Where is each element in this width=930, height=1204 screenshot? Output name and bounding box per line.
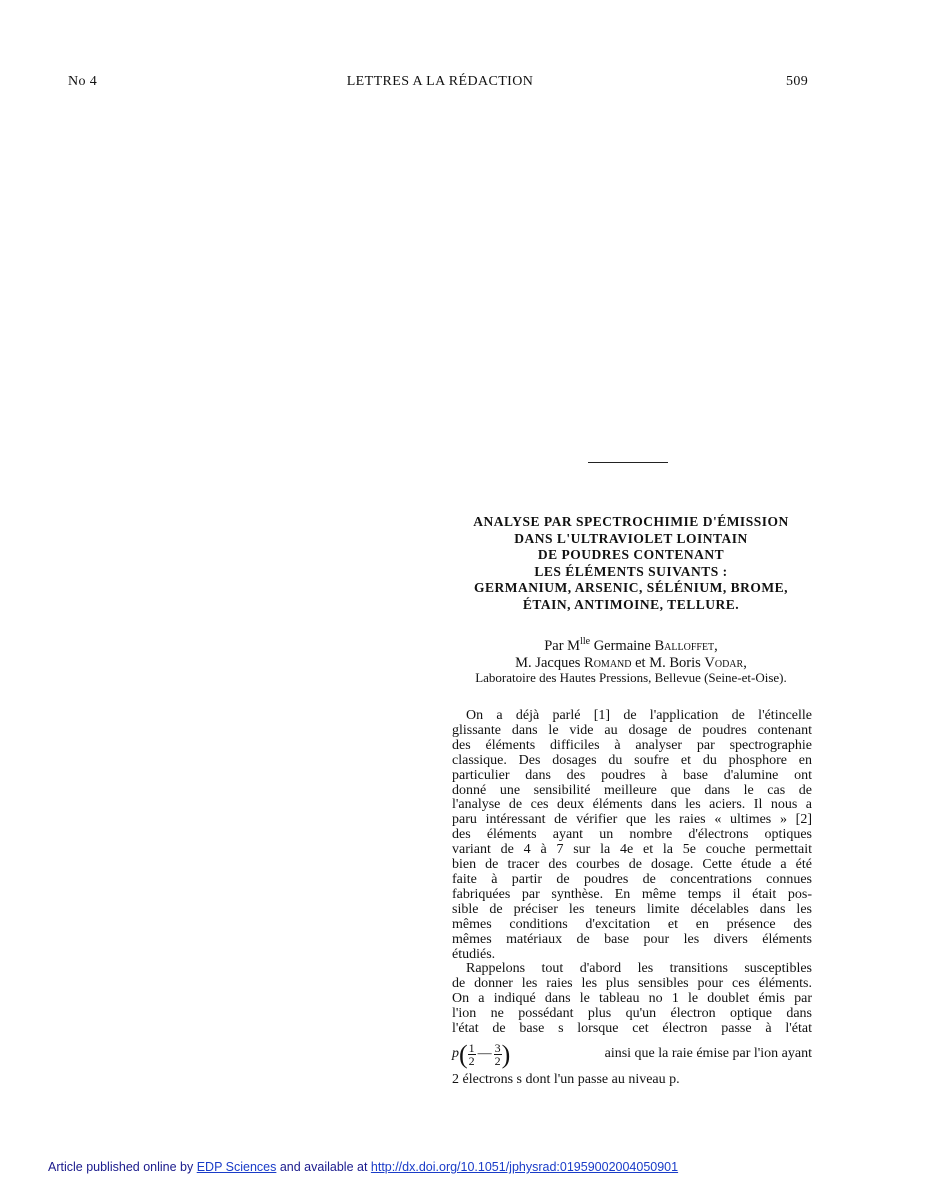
body-line: l'état de base s lorsque cet électron passe à l'état bbox=[452, 1021, 812, 1037]
title-line: GERMANIUM, ARSENIC, SÉLÉNIUM, BROME, bbox=[474, 580, 788, 595]
fraction-denominator: 2 bbox=[468, 1054, 475, 1069]
body-line: glissante dans le vide au dosage de poudres contenant bbox=[452, 722, 812, 738]
formula bbox=[452, 1039, 511, 1069]
footer-text: Article published online by bbox=[48, 1160, 197, 1174]
title-line: ÉTAIN, ANTIMOINE, TELLURE. bbox=[522, 596, 740, 612]
publication-footer bbox=[48, 1160, 678, 1174]
formula-dash: — bbox=[477, 1046, 492, 1062]
formula-line bbox=[452, 1037, 812, 1073]
body-line: de donner les raies les plus sensibles pour ces éléments. bbox=[452, 976, 812, 992]
body-line: étudiés. bbox=[452, 946, 496, 962]
body-line: paru intéressant de vérifier que les raies « ultimes » [2] bbox=[452, 812, 812, 828]
punctuation: , bbox=[743, 654, 747, 671]
issue-number: No 4 bbox=[68, 74, 98, 89]
body-line: On a indiqué dans le tableau no 1 le doublet émis par bbox=[452, 991, 812, 1007]
author-first-name: Germaine bbox=[590, 637, 655, 654]
page-number: 509 bbox=[786, 74, 809, 89]
article-body bbox=[452, 709, 812, 1088]
publisher-link[interactable]: EDP Sciences bbox=[196, 1160, 277, 1174]
author-list bbox=[452, 633, 810, 672]
body-line: bien de tracer des courbes de dosage. Cette étude a été bbox=[452, 857, 812, 873]
body-line: classique. Des dosages du soufre et du phosphore en bbox=[452, 752, 812, 768]
title-line: DANS L'ULTRAVIOLET LOINTAIN bbox=[514, 530, 748, 546]
title-line: DE POUDRES CONTENANT bbox=[537, 547, 725, 562]
formula-trailing-text: ainsi que la raie émise par l'ion ayant bbox=[604, 1046, 812, 1062]
body-line: particulier dans des poudres à base d'alumine ont bbox=[452, 767, 812, 783]
author-prefix: Par M bbox=[544, 637, 581, 654]
footer-text: and available at bbox=[276, 1160, 371, 1174]
body-line: On a déjà parlé [1] de l'application de l'étincelle bbox=[466, 708, 812, 723]
body-line: Rappelons tout d'abord les transitions susceptibles bbox=[466, 961, 812, 977]
author-first-name: et M. Boris bbox=[631, 654, 705, 671]
title-line: ANALYSE PAR SPECTROCHIMIE D'ÉMISSION bbox=[473, 514, 789, 529]
body-line: l'analyse de ces deux éléments dans les aciers. Il nous a bbox=[452, 797, 812, 813]
author-surname: Vodar bbox=[704, 654, 744, 671]
fraction-one-half bbox=[468, 1042, 476, 1067]
formula-p: p bbox=[452, 1046, 459, 1062]
body-line: donné une sensibilité meilleure que dans le cas de bbox=[452, 782, 812, 798]
formula-paren-open: ( bbox=[459, 1039, 468, 1069]
author-surname: Romand bbox=[584, 654, 632, 671]
author-first-name: M. Jacques bbox=[515, 654, 585, 671]
article-title bbox=[452, 514, 810, 613]
body-line: l'ion ne possédant plus qu'un électron optique dans bbox=[452, 1006, 812, 1022]
body-line: faite à partir de poudres de concentrations connues bbox=[452, 871, 812, 887]
running-title: LETTRES A LA RÉDACTION bbox=[346, 74, 534, 89]
affiliation: Laboratoire des Hautes Pressions, Bellevue (Seine-et-Oise). bbox=[475, 670, 787, 685]
formula-paren-close: ) bbox=[501, 1039, 511, 1069]
body-line: mêmes conditions d'excitation et en présence des bbox=[452, 916, 812, 932]
author-surname: Balloffet bbox=[654, 637, 715, 654]
doi-link[interactable]: http://dx.doi.org/10.1051/jphysrad:01959002004050901 bbox=[370, 1160, 679, 1174]
body-line: mêmes matériaux de base pour les divers éléments bbox=[452, 931, 812, 947]
title-line: LES ÉLÉMENTS SUIVANTS : bbox=[534, 563, 728, 579]
body-line: sible de préciser les teneurs limite décelables dans les bbox=[452, 901, 812, 917]
body-line: variant de 4 à 7 sur la 4e et la 5e couche permettait bbox=[452, 842, 812, 858]
body-line: des éléments difficiles à analyser par spectrographie bbox=[452, 737, 812, 753]
fraction-denominator: 2 bbox=[494, 1054, 501, 1069]
punctuation: , bbox=[714, 637, 718, 654]
fraction-three-halves bbox=[494, 1042, 502, 1067]
fraction-numerator: 1 bbox=[468, 1041, 475, 1056]
title-superscript: lle bbox=[580, 636, 591, 647]
body-line: fabriquées par synthèse. En même temps il était pos- bbox=[452, 886, 812, 902]
section-divider bbox=[588, 462, 668, 463]
fraction-numerator: 3 bbox=[494, 1041, 501, 1056]
body-line: 2 électrons s dont l'un passe au niveau p. bbox=[452, 1071, 680, 1087]
body-line: des éléments ayant un nombre d'électrons optiques bbox=[452, 827, 812, 843]
